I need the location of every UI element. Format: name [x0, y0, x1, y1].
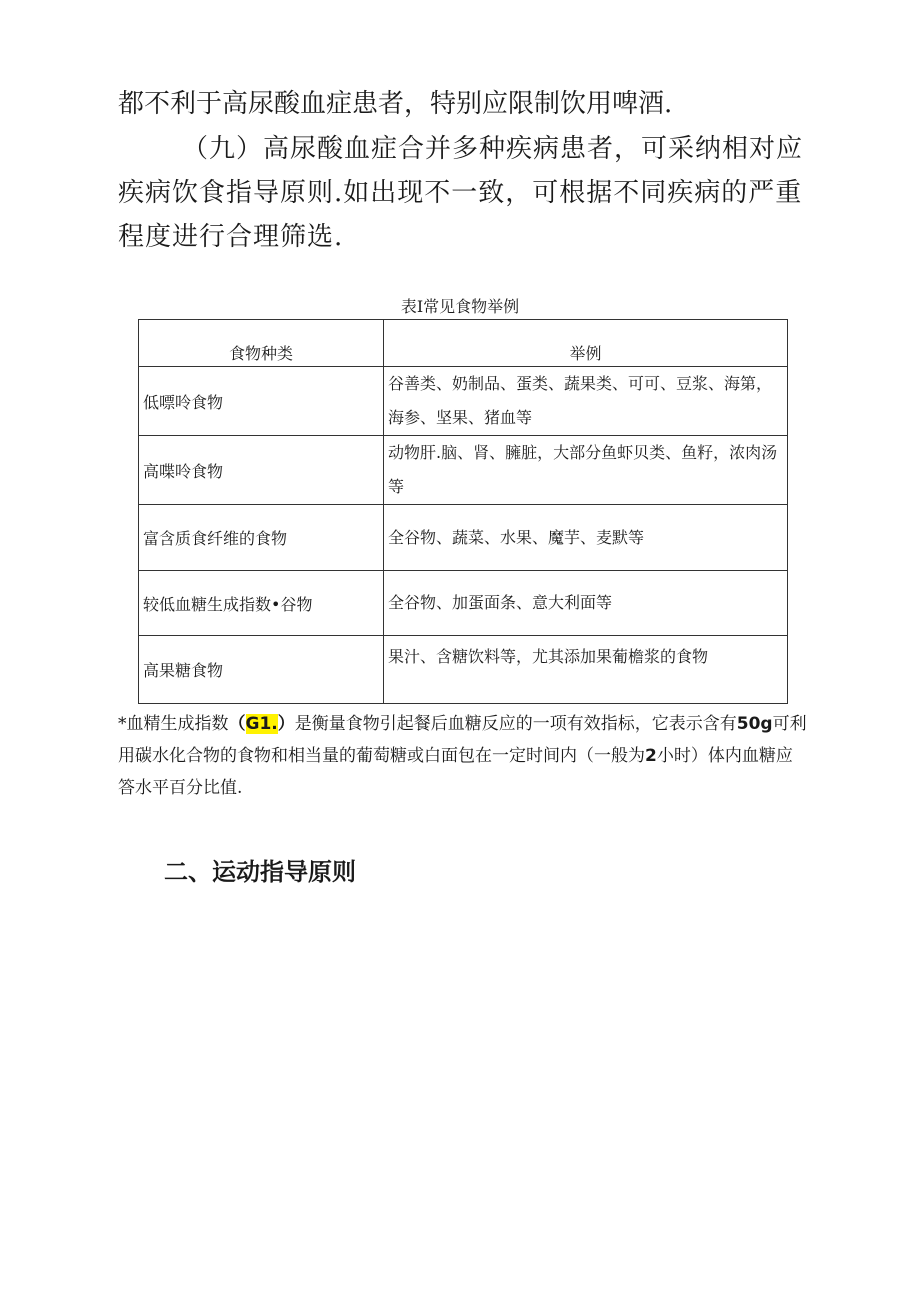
footnote-text-part2: 可利用碳水化合物的食物和相当量的葡萄糖或白面包在一定时间内（一般为	[118, 714, 807, 766]
paragraph-beer-limit: 都不利于高尿酸血症患者，特别应限制饮用啤酒.	[118, 89, 673, 119]
table-row	[139, 571, 788, 636]
food-examples-table	[138, 319, 788, 704]
row-examples: 果汁、含糖饮料等，尤其添加果葡檐浆的食物	[384, 636, 788, 704]
table-row	[139, 436, 788, 505]
header-examples: 举例	[384, 320, 788, 367]
table-row	[139, 367, 788, 436]
footnote-gi-definition	[118, 708, 808, 804]
section-heading-exercise: 二、运动指导原则	[164, 858, 356, 886]
table-row	[139, 636, 788, 704]
table-row	[139, 505, 788, 571]
footnote-text-part1: 是衡量食物引起餐后血糖反应的一项有效指标，它表示含有	[294, 714, 737, 734]
row-examples: 动物肝.脑、肾、臃脏，大部分鱼虾贝类、鱼籽，浓肉汤等	[384, 436, 788, 505]
footnote-amount: 50g	[736, 714, 773, 734]
row-examples: 谷善类、奶制品、蛋类、蔬果类、可可、豆浆、海第，海参、坚果、猪血等	[384, 367, 788, 436]
footnote-text-part3: 小时）体内血糖应答水平百分比值.	[118, 746, 793, 798]
footnote-hours: 2	[645, 746, 657, 766]
row-category: 低嘌呤食物	[139, 367, 384, 436]
table-header-row	[139, 320, 788, 367]
footnote-abbrev-highlight: G1.	[245, 714, 278, 734]
footnote-close-paren: ）	[277, 714, 295, 734]
footnote-open-paren: （	[228, 714, 246, 734]
row-category: 较低血糖生成指数•谷物	[139, 571, 384, 636]
table-caption: 表I常见食物举例	[400, 297, 520, 316]
paragraph-multiple-diseases: （九）高尿酸血症合并多种疾病患者，可采纳相对应疾病饮食指导原则.如出现不一致，可根据不同疾病的严重程度进行合理筛选.	[118, 134, 804, 252]
row-category: 高果糖食物	[139, 636, 384, 704]
row-category: 富含质食纤维的食物	[139, 505, 384, 571]
header-food-category: 食物种类	[139, 320, 384, 367]
footnote-prefix: *血精生成指数	[118, 714, 229, 734]
row-category: 高喋呤食物	[139, 436, 384, 505]
row-examples: 全谷物、蔬菜、水果、魔芋、麦默等	[384, 505, 788, 571]
row-examples: 全谷物、加蛋面条、意大利面等	[384, 571, 788, 636]
